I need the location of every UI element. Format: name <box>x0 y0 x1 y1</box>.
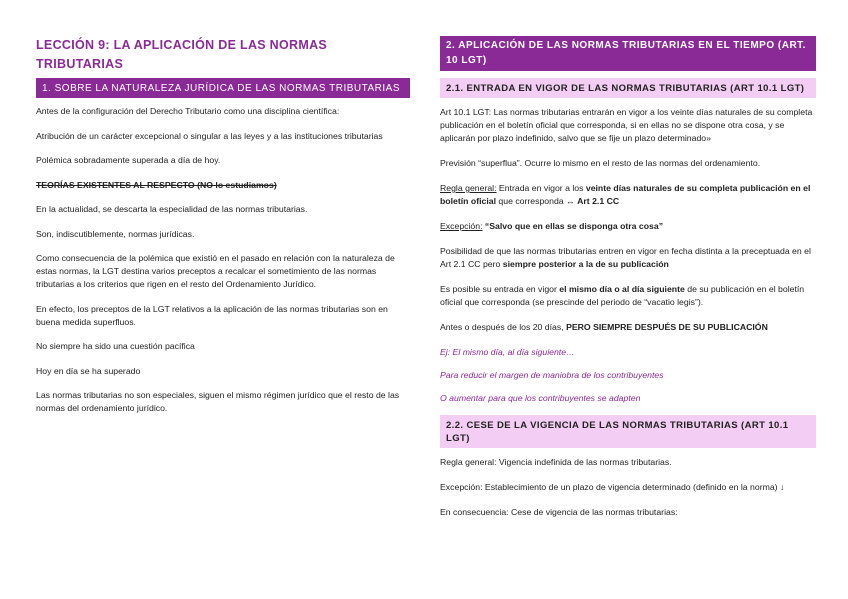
paragraph: Son, indiscutiblemente, normas jurídicas. <box>36 228 195 239</box>
regla-general-paragraph <box>440 182 816 208</box>
struck-heading: TEORÍAS EXISTENTES AL RESPECTO (NO lo estudiamos) <box>36 179 277 190</box>
subsection-2-2-heading: 2.2. CESE DE LA VIGENCIA DE LAS NORMAS TRIBUTARIAS (ART 10.1 LGT) <box>440 415 816 448</box>
paragraph: Art 10.1 LGT: Las normas tributarias entrarán en vigor a los veinte días naturales de su completa publicación en el boletín oficial que corresponda, si en ellas no se dispone otra cosa, y se aplicarán por plazo indefinido, salvo que se fije un plazo determinado» <box>440 107 813 143</box>
emphasis: “Salvo que en ellas se disponga otra cosa” <box>482 221 664 231</box>
emphasis: el mismo día o al día siguiente <box>559 284 685 294</box>
paragraph: Excepción: Establecimiento de un plazo de vigencia determinado (definido en la norma) ↓ <box>440 482 785 492</box>
paragraph: No siempre ha sido una cuestión pacífica <box>36 341 195 351</box>
paragraph: Como consecuencia de la polémica que existió en el pasado en relación con la naturaleza de estas normas, la LGT destina varios preceptos a recalcar el sometimiento de las normas tributarias a los criterios que rigen en el resto del Ordenamiento Jurídico. <box>36 253 395 289</box>
paragraph: Antes de la configuración del Derecho Tributario como una disciplina científica: <box>36 106 340 116</box>
lesson-title: LECCIÓN 9: LA APLICACIÓN DE LAS NORMAS TRIBUTARIAS <box>36 38 328 71</box>
text: Entrada en vigor a los <box>496 183 586 193</box>
italic-note: Para reducir el margen de maniobra de los contribuyentes <box>440 370 664 380</box>
paragraph <box>440 283 816 309</box>
emphasis: siempre posterior a la de su publicación <box>502 259 669 269</box>
paragraph: En efecto, los preceptos de la LGT relativos a la aplicación de las normas tributarias son en buena medida superfluos. <box>36 303 388 327</box>
text: Posibilidad de que las normas tributarias entren en vigor en fecha distinta a la preceptuada en el Art 2.1 CC pero <box>440 246 811 269</box>
subsection-2-1-heading: 2.1. ENTRADA EN VIGOR DE LAS NORMAS TRIBUTARIAS (ART 10.1 LGT) <box>440 78 816 98</box>
paragraph: Atribución de un carácter excepcional o singular a las leyes y a las instituciones tributarias <box>36 130 383 141</box>
right-column <box>440 36 816 531</box>
paragraph <box>440 321 816 334</box>
paragraph: Polémica sobradamente superada a día de hoy. <box>36 155 221 165</box>
text: que corresponda ↔ <box>496 196 578 206</box>
excepcion-paragraph <box>440 220 816 233</box>
paragraph: En consecuencia: Cese de vigencia de las normas tributarias: <box>440 507 678 517</box>
left-column <box>36 36 410 427</box>
text: Es posible su entrada en vigor <box>440 284 560 294</box>
label: Excepción: <box>440 221 483 231</box>
emphasis: veinte días naturales de su completa publicación en el boletín oficial <box>440 183 811 206</box>
text: de su publicación en el boletín oficial que corresponda (se prescinde del periodo de “vacatio legis”). <box>440 284 805 307</box>
text: Antes o después de los 20 días, <box>440 322 567 332</box>
paragraph: Hoy en día se ha superado <box>36 365 141 376</box>
section-1-heading: 1. SOBRE LA NATURALEZA JURÍDICA DE LAS NORMAS TRIBUTARIAS <box>36 78 410 98</box>
paragraph: Regla general: Vigencia indefinida de las normas tributarias. <box>440 457 672 467</box>
paragraph: Las normas tributarias no son especiales, siguen el mismo régimen jurídico que el resto de las normas del ordenamiento jurídico. <box>36 390 400 413</box>
paragraph <box>440 245 816 271</box>
italic-note: O aumentar para que los contribuyentes se adapten <box>440 393 641 403</box>
emphasis: PERO SIEMPRE DESPUÉS DE SU PUBLICACIÓN <box>566 322 768 332</box>
emphasis: Art 2.1 CC <box>577 196 620 206</box>
paragraph: En la actualidad, se descarta la especialidad de las normas tributarias. <box>36 204 308 214</box>
section-2-heading: 2. APLICACIÓN DE LAS NORMAS TRIBUTARIAS EN EL TIEMPO (ART. 10 LGT) <box>440 36 816 71</box>
paragraph: Previsión “superflua”. Ocurre lo mismo en el resto de las normas del ordenamiento. <box>440 158 761 168</box>
italic-note: Ej: El mismo día, al día siguiente… <box>440 347 575 357</box>
label: Regla general: <box>440 183 497 193</box>
